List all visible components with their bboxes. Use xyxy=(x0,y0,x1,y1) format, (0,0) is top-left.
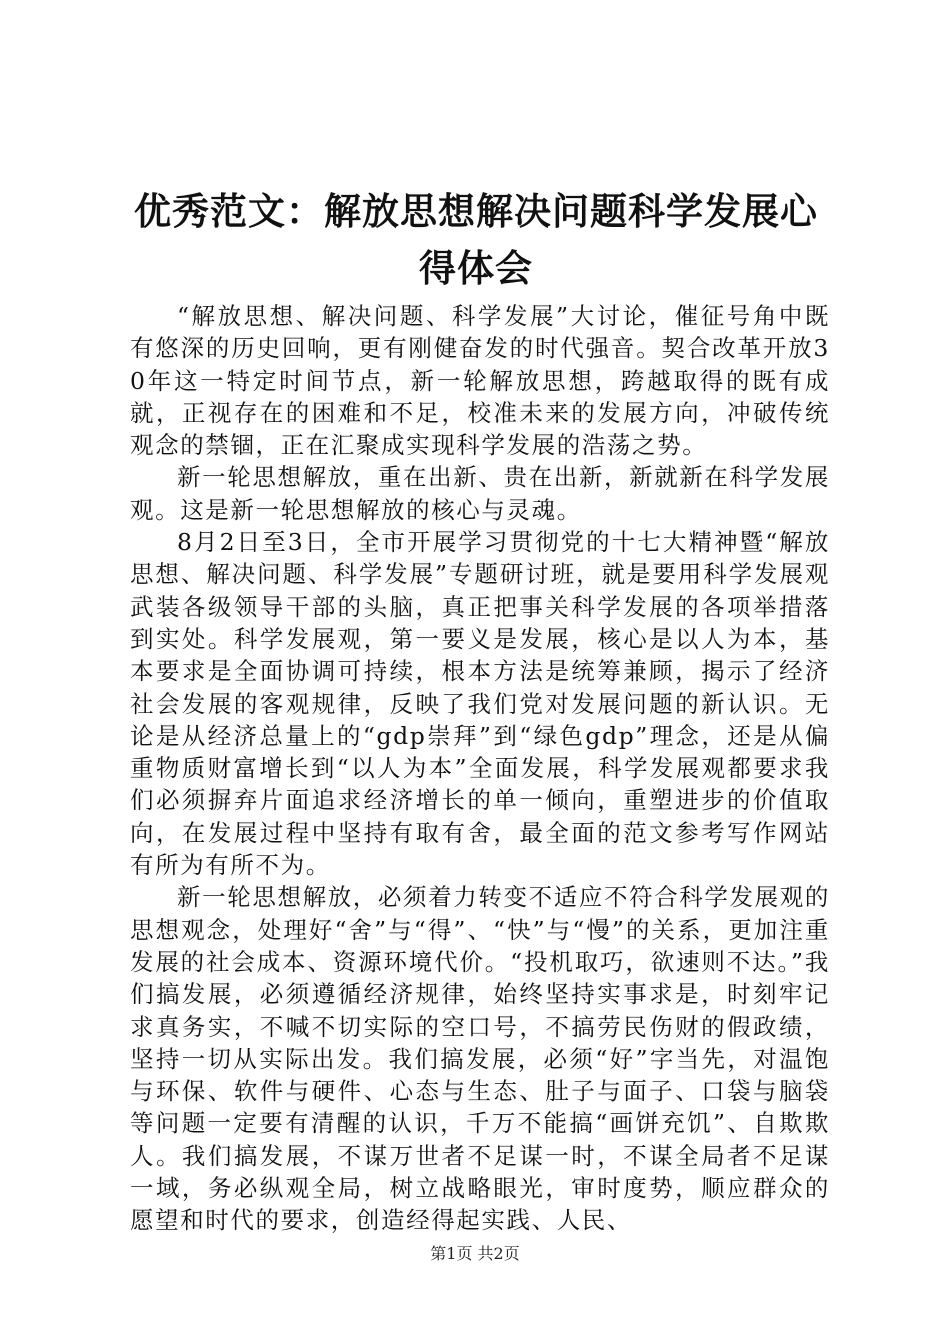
paragraph-4: 新一轮思想解放，必须着力转变不适应不符合科学发展观的思想观念，处理好“舍”与“得”、“快”与“慢”的关系，更加注重发展的社会成本、资源环境代价。“投机取巧，欲速则不达。”我们搞发展，必须遵循经济规律，始终坚持实事求是，时刻牢记求真务实，不喊不切实际的空口号，不搞劳民伤财的假政绩，坚持一切从实际出发。我们搞发展，必须“好”字当先，对温饱与环保、软件与硬件、心态与生态、肚子与面子、口袋与脑袋等问题一定要有清醒的认识，千万不能搞“画饼充饥”、自欺欺人。我们搞发展，不谋万世者不足谋一时，不谋全局者不足谋一域，务必纵观全局，树立战略眼光，审时度势，顺应群众的愿望和时代的要求，创造经得起实践、人民、 xyxy=(130,883,830,1235)
page-number-footer: 第1页 共2页 xyxy=(430,1244,520,1263)
paragraph-2: 新一轮思想解放，重在出新、贵在出新，新就新在科学发展观。这是新一轮思想解放的核心与灵魂。 xyxy=(130,463,830,524)
document-title: 优秀范文：解放思想解决问题科学发展心得体会 xyxy=(134,190,818,290)
paragraph-1: “解放思想、解决问题、科学发展”大讨论，催征号角中既有悠深的历史回响，更有刚健奋发的时代强音。契合改革开放30年这一特定时间节点，新一轮解放思想，跨越取得的既有成就，正视存在的困难和不足，校准未来的发展方向，冲破传统观念的禁锢，正在汇聚成实现科学发展的浩荡之势。 xyxy=(130,302,830,460)
document-body xyxy=(130,300,830,1237)
paragraph-3: 8月2日至3日，全市开展学习贯彻党的十七大精神暨“解放思想、解决问题、科学发展”专题研讨班，就是要用科学发展观武装各级领导干部的头脑，真正把事关科学发展的各项举措落到实处。科学发展观，第一要义是发展，核心是以人为本，基本要求是全面协调可持续，根本方法是统筹兼顾，揭示了经济社会发展的客观规律，反映了我们党对发展问题的新认识。无论是从经济总量上的“gdp崇拜”到“绿色gdp”理念，还是从偏重物质财富增长到“以人为本”全面发展，科学发展观都要求我们必须摒弃片面追求经济增长的单一倾向，重塑进步的价值取向，在发展过程中坚持有取有舍，最全面的范文参考写作网站有所为有所不为。 xyxy=(130,528,830,880)
